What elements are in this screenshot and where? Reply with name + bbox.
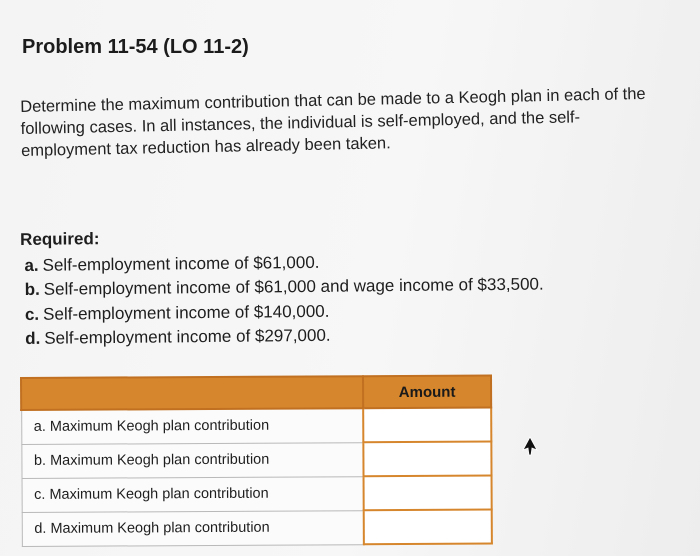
row-label-b: b. Maximum Keogh plan contribution [21,442,363,478]
table-row [22,476,492,512]
table-header-amount: Amount [363,376,491,409]
required-item-text: Self-employment income of $61,000 and wage income of $33,500. [43,274,544,299]
row-label-a: a. Maximum Keogh plan contribution [21,408,363,444]
required-section [20,221,681,351]
mouse-cursor-icon [521,436,539,456]
amount-input-a[interactable] [368,413,490,438]
required-item-letter: d. [25,328,41,348]
problem-intro: Determine the maximum contribution that can be made to a Keogh plan in each of the following cases. In all instances, the individual is self-employed, and the self-employment tax reduction has already been taken. [20,84,646,160]
required-item-letter: c. [24,304,40,324]
table-row [21,408,491,444]
amount-cell-a[interactable] [363,408,491,443]
required-item-text: Self-employment income of $297,000. [44,325,331,348]
amount-input-d[interactable] [369,515,491,540]
required-item-text: Self-employment income of $61,000. [42,252,320,275]
table-header-blank [21,376,363,410]
amount-cell-c[interactable] [364,476,492,511]
amount-input-b[interactable] [368,447,490,472]
required-item-letter: a. [24,255,39,275]
table-row [21,442,491,478]
row-label-c: c. Maximum Keogh plan contribution [22,476,364,512]
required-item-letter: b. [24,279,40,299]
table-row [22,510,492,546]
row-label-d: d. Maximum Keogh plan contribution [22,510,364,546]
table-header-row [21,376,491,410]
problem-title: Problem 11-54 (LO 11-2) [22,36,249,58]
amount-cell-d[interactable] [364,510,492,545]
answer-table [20,375,493,547]
amount-cell-b[interactable] [363,442,491,477]
required-title: Required: [20,229,100,249]
amount-input-c[interactable] [369,481,491,506]
required-item-text: Self-employment income of $140,000. [42,301,330,324]
